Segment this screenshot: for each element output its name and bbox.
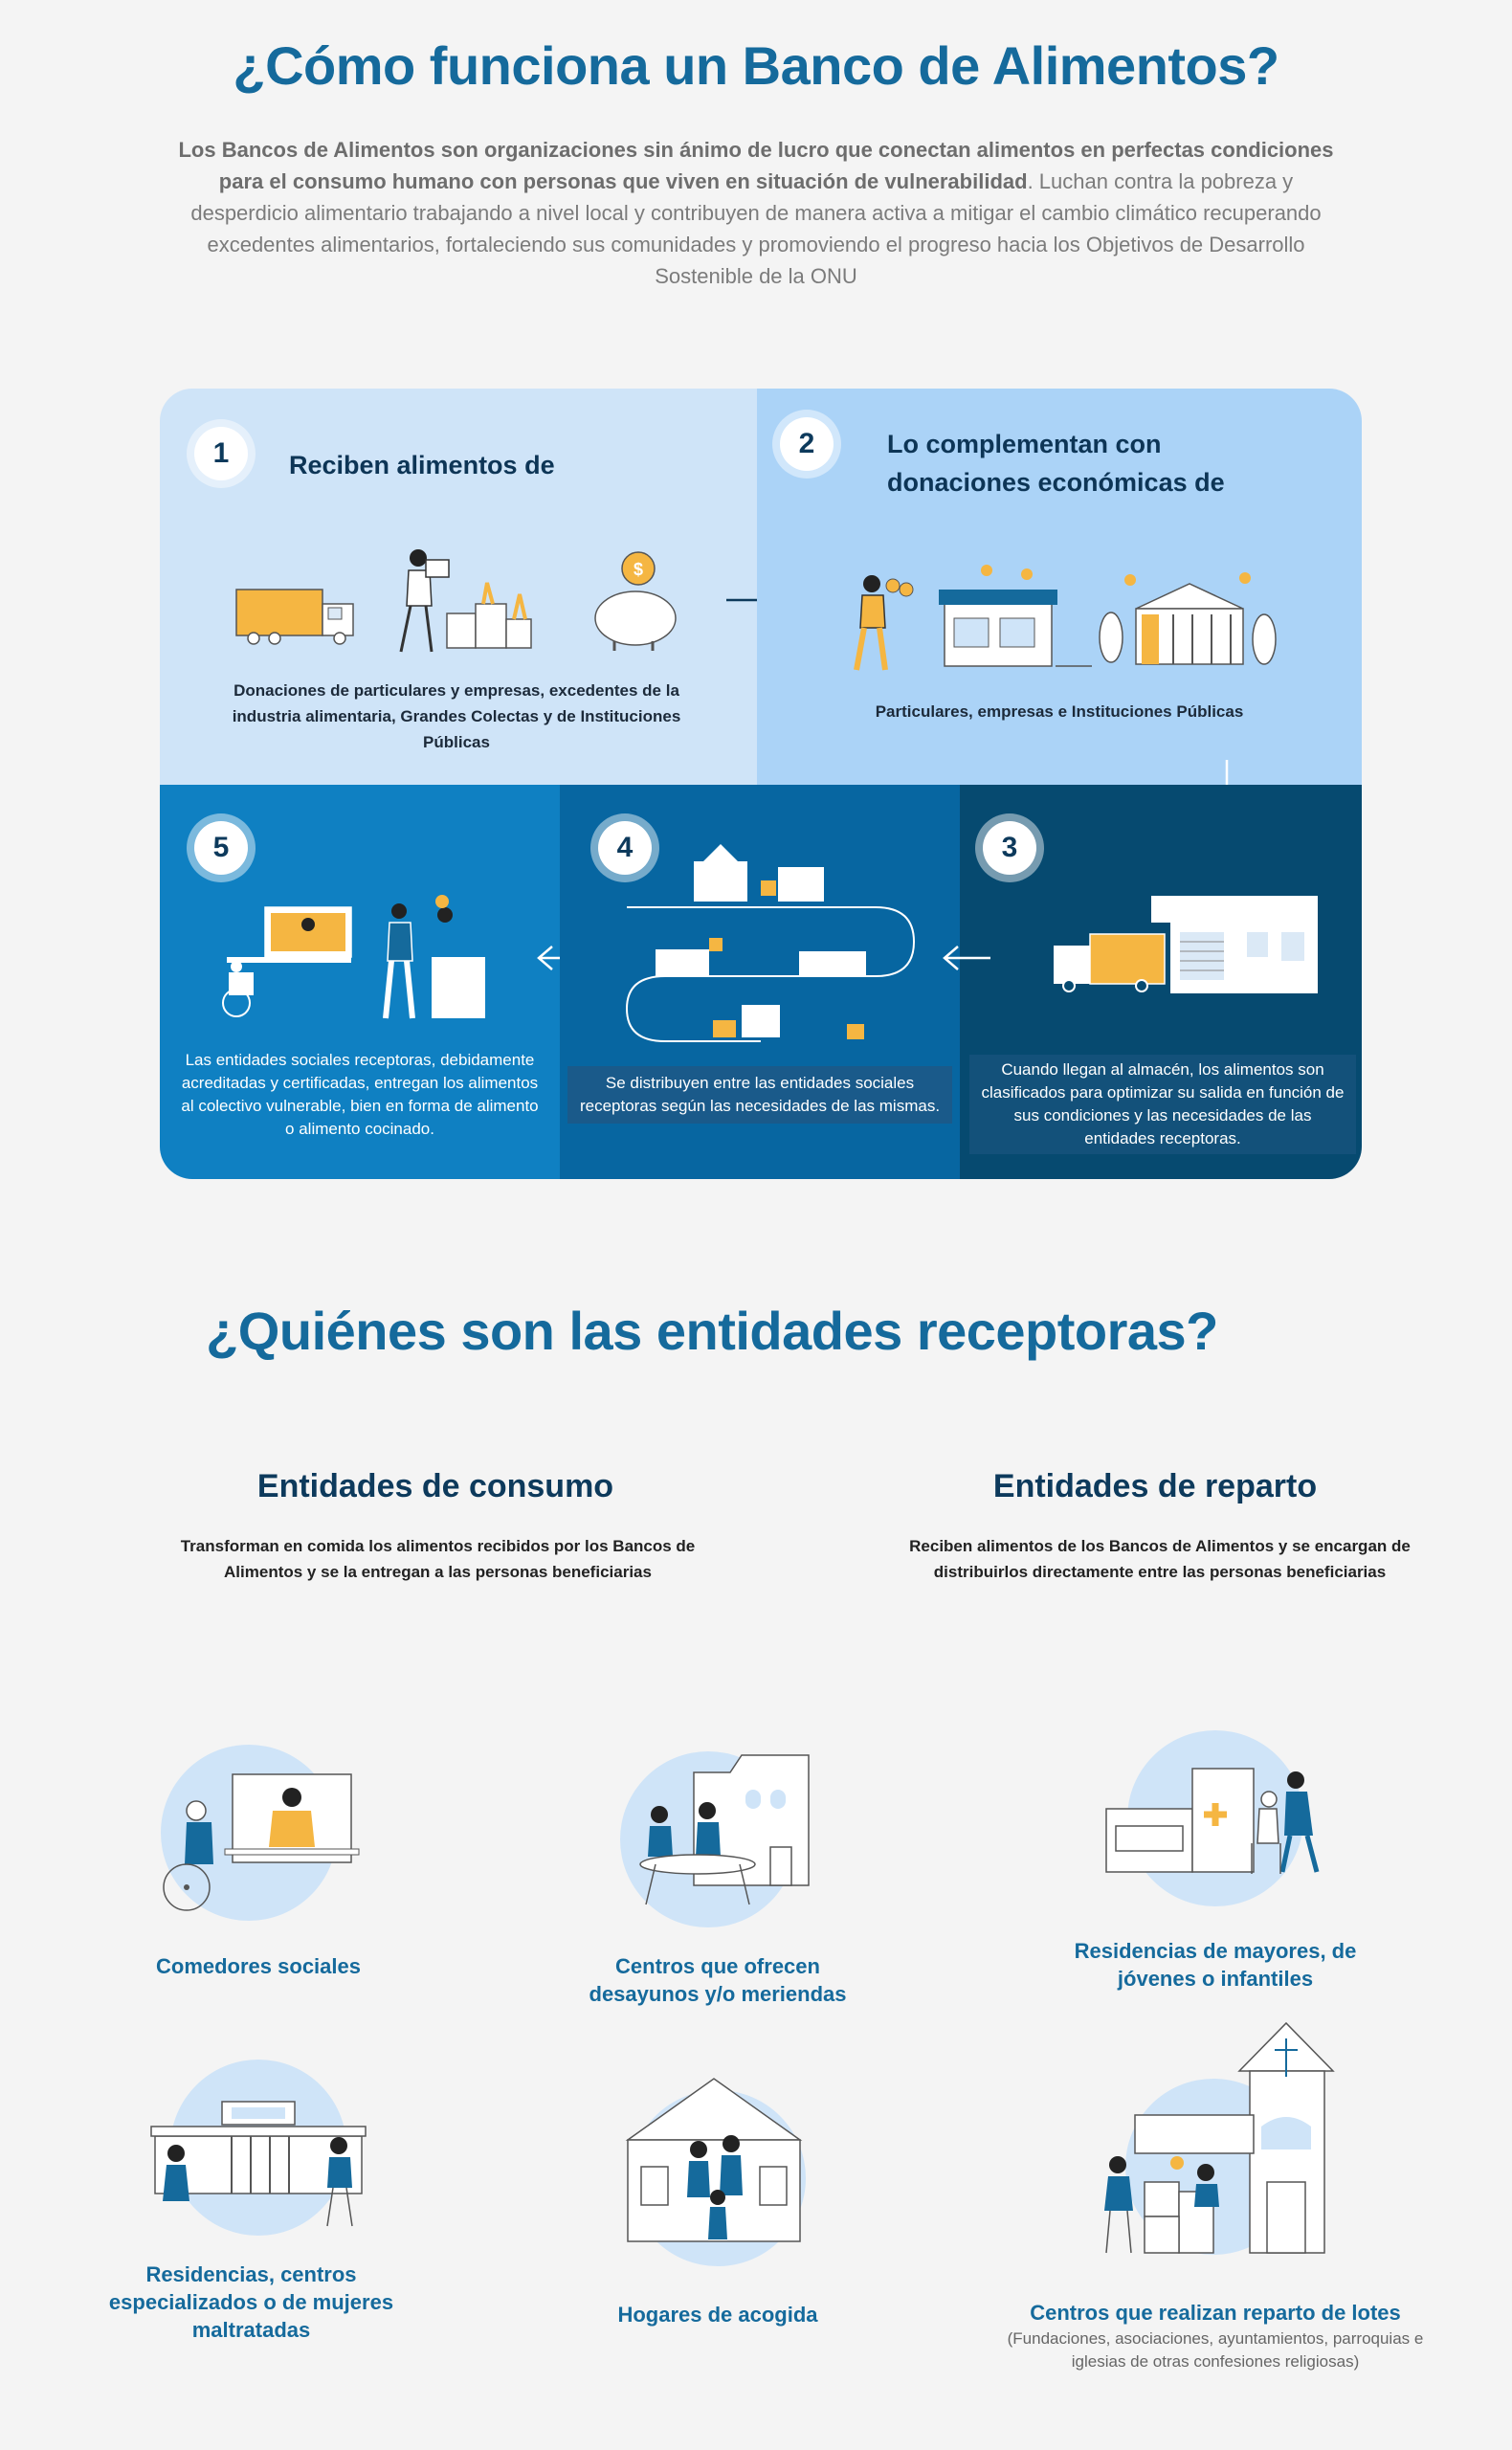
step-2-caption: Particulares, empresas e Instituciones Públicas bbox=[875, 702, 1244, 721]
item-residencias-mayores: Residencias de mayores, de jóvenes o infantiles bbox=[1074, 1939, 1357, 1991]
hogares-acogida-illustration bbox=[622, 2077, 813, 2268]
delivery-to-people-illustration bbox=[208, 900, 514, 1024]
step-4 bbox=[560, 785, 960, 1179]
consumo-title: Entidades de consumo bbox=[256, 1468, 614, 1504]
item-centros-reparto-note: (Fundaciones, asociaciones, ayuntamientos, parroquias e iglesias de otras confesiones religiosas) bbox=[1007, 2329, 1424, 2371]
receivers-title: ¿Quiénes son las entidades receptoras? bbox=[206, 1301, 1218, 1361]
consumo-desc: Transforman en comida los alimentos recibidos por los Bancos de Alimentos y se la entregan a las personas beneficiarias bbox=[180, 1537, 696, 1581]
step-5-caption: Las entidades sociales receptoras, debidamente acreditadas y certificadas, entregan los alimentos al colectivo vulnerable, bien en forma de alimento o alimento cocinado. bbox=[181, 1051, 539, 1138]
step-5 bbox=[160, 785, 560, 1179]
step-4-caption: Se distribuyen entre las entidades sociales receptoras según las necesidades de las mismas. bbox=[567, 1066, 952, 1124]
step-5-number: 5 bbox=[194, 821, 248, 875]
step-4-number: 4 bbox=[598, 821, 652, 875]
coin-symbol: $ bbox=[633, 560, 644, 579]
step-2-number: 2 bbox=[780, 417, 834, 471]
item-hogares-acogida: Hogares de acogida bbox=[617, 2303, 818, 2327]
step-3 bbox=[960, 785, 1362, 1179]
warehouse-illustration bbox=[1036, 890, 1323, 995]
item-comedores-sociales: Comedores sociales bbox=[156, 1954, 361, 1978]
item-centros-desayunos: Centros que ofrecen desayunos y/o meriendas bbox=[589, 1954, 847, 2006]
residencias-mayores-illustration bbox=[1101, 1730, 1340, 1912]
arrow-left-icon bbox=[941, 944, 992, 972]
donations-illustration bbox=[227, 546, 571, 661]
step-2-title: Lo complementan con donaciones económicas de bbox=[887, 430, 1225, 497]
step-3-caption: Cuando llegan al almacén, los alimentos son clasificados para optimizar su salida en función de sus condiciones y las necesidades de las entidades receptoras. bbox=[969, 1055, 1356, 1154]
process-flow bbox=[160, 389, 1362, 1179]
item-centros-reparto: Centros que realizan reparto de lotes bbox=[1030, 2301, 1401, 2325]
reparto-title: Entidades de reparto bbox=[992, 1468, 1318, 1504]
step-1-number: 1 bbox=[194, 427, 248, 480]
reparto-desc: Reciben alimentos de los Bancos de Alimentos y se encargan de distribuirlos directamente entre las personas beneficiarias bbox=[909, 1537, 1411, 1581]
step-3-number: 3 bbox=[983, 821, 1036, 875]
page-title: ¿Cómo funciona un Banco de Alimentos? bbox=[233, 35, 1279, 96]
piggy-bank-icon bbox=[586, 549, 691, 655]
centros-desayunos-illustration bbox=[617, 1751, 828, 1933]
step-1-caption: Donaciones de particulares y empresas, excedentes de la industria alimentaria, Grandes Colectas y de Instituciones Públicas bbox=[232, 681, 681, 751]
item-residencias-mujeres: Residencias, centros especializados o de mujeres maltratadas bbox=[108, 2262, 394, 2342]
step-1-title: Reciben alimentos de bbox=[289, 451, 555, 479]
step-1 bbox=[160, 389, 757, 785]
intro-rest: . Luchan contra la pobreza y desperdicio alimentario trabajando a nivel local y contribuyen de manera activa a mitigar el cambio climático recuperando excedentes alimentarios, fortaleciendo sus comunidades y promoviendo el progreso hacia los Objetivos de Desarrollo Sostenible de la ONU bbox=[190, 169, 1322, 288]
centros-reparto-illustration bbox=[1101, 2019, 1340, 2259]
comedores-sociales-illustration bbox=[158, 1742, 368, 1924]
intro-bold: Los Bancos de Alimentos son organizaciones sin ánimo de lucro que conectan alimentos en perfectas condiciones para el consumo humano con personas que viven en situación de vulnerabilidad bbox=[178, 138, 1334, 193]
economic-donors-illustration bbox=[843, 570, 1302, 676]
residencias-mujeres-illustration bbox=[151, 2058, 371, 2239]
distribution-route-illustration bbox=[617, 842, 923, 1053]
step-2 bbox=[757, 389, 1362, 785]
intro-paragraph bbox=[177, 134, 1335, 292]
